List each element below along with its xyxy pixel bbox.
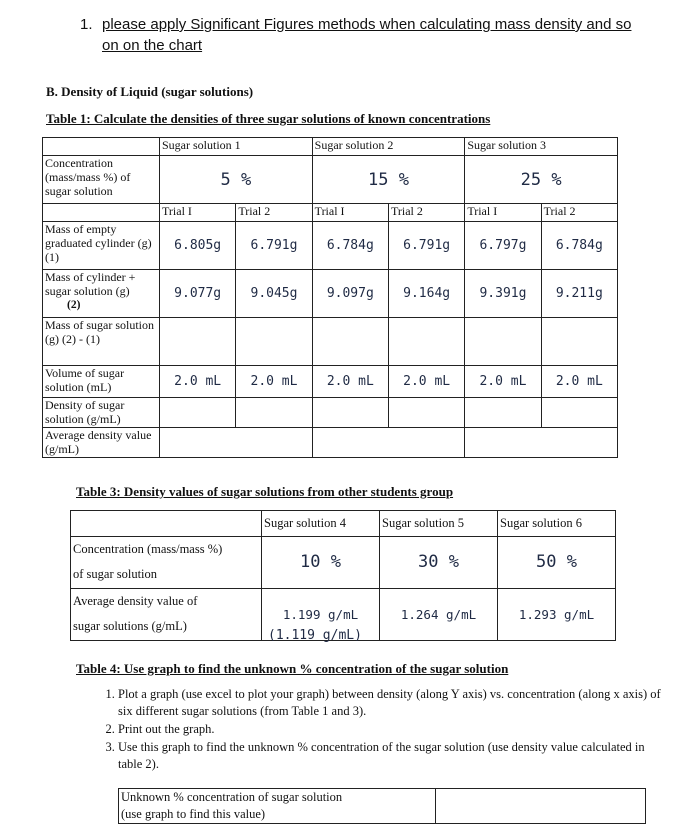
instruction-number: 1. [80, 16, 93, 33]
table1-trial-header: Trial 2 [388, 204, 464, 222]
table1-cell [465, 428, 618, 458]
table3-corner [71, 511, 262, 537]
table1-row-label: Mass of sugar solution (g) (2) - (1) [43, 318, 160, 366]
table1-cell [160, 318, 236, 366]
table1-trial-header: Trial I [160, 204, 236, 222]
table3-density-value: 1.264 g/mL [380, 589, 498, 641]
table1-cell: 6.784g [541, 222, 617, 270]
table4-step: 3. Use this graph to find the unknown % concentration of the sugar solution (use density value calculated in table 2). [118, 739, 668, 773]
table4-unknown [118, 788, 646, 824]
table1-cell [388, 318, 464, 366]
table1-cell [465, 398, 541, 428]
table3-density-label-line: Average density value of [73, 594, 198, 608]
table4-unknown-label-line: (use graph to find this value) [121, 807, 266, 821]
table1-concentration-value: 15 % [312, 156, 465, 204]
table1-trial-header: Trial I [465, 204, 541, 222]
table1-cell: 6.784g [312, 222, 388, 270]
table3-concentration-value: 50 % [498, 537, 616, 589]
table3-solution-header: Sugar solution 5 [380, 511, 498, 537]
table4-caption: Table 4: Use graph to find the unknown % concentration of the sugar solution [76, 661, 509, 676]
table3-concentration-label [71, 537, 262, 589]
table1-concentration-value: 25 % [465, 156, 618, 204]
table1-cell: 9.097g [312, 270, 388, 318]
table1-cell: 2.0 mL [312, 366, 388, 398]
table1-cell: 2.0 mL [465, 366, 541, 398]
table1-cell: 6.791g [388, 222, 464, 270]
table3-concentration-label-line: of sugar solution [73, 567, 158, 581]
table1-trial-header: Trial 2 [541, 204, 617, 222]
table1-solution-header: Sugar solution 1 [160, 138, 313, 156]
table1-row-label: Average density value (g/mL) [43, 428, 160, 458]
table3-density-value: 1.199 g/mL [262, 589, 380, 641]
table1-cell: 6.791g [236, 222, 312, 270]
table4-step: 2. Print out the graph. [118, 721, 668, 738]
table4-unknown-label [119, 789, 436, 824]
table1-cell: 9.211g [541, 270, 617, 318]
table1-cell [312, 398, 388, 428]
table1-cell: 2.0 mL [160, 366, 236, 398]
table1-caption: Table 1: Calculate the densities of three sugar solutions of known concentrations [46, 111, 491, 126]
table1-cell [236, 318, 312, 366]
table1-trial-header: Trial I [312, 204, 388, 222]
table3-density-value: 1.293 g/mL [498, 589, 616, 641]
table1-cell: 9.391g [465, 270, 541, 318]
table1-row-label: Density of sugar solution (g/mL) [43, 398, 160, 428]
section-b-heading: B. Density of Liquid (sugar solutions) [46, 84, 254, 99]
table3-correction-note: (1.119 g/mL) [268, 628, 362, 643]
table3-caption: Table 3: Density values of sugar solutions from other students group [76, 484, 454, 499]
table1-row-label-text: Mass of cylinder + sugar solution (g) [45, 270, 136, 298]
table1-cell: 9.077g [160, 270, 236, 318]
table1-cell [541, 398, 617, 428]
table1-cell [388, 398, 464, 428]
table1-cell [541, 318, 617, 366]
instruction [80, 14, 640, 56]
table1 [42, 137, 618, 458]
table4-unknown-label-line: Unknown % concentration of sugar solution [121, 790, 343, 804]
table1-cell [160, 398, 236, 428]
table1-cell: 9.045g [236, 270, 312, 318]
table1-solution-header: Sugar solution 3 [465, 138, 618, 156]
table4-step: 1. Plot a graph (use excel to plot your graph) between density (along Y axis) vs. concentration (along x axis) of six different sugar solutions (from Table 1 and 3). [118, 686, 668, 720]
table3-concentration-label-line: Concentration (mass/mass %) [73, 542, 223, 556]
table1-cell: 2.0 mL [236, 366, 312, 398]
table1-cell [160, 428, 313, 458]
table1-cell: 2.0 mL [388, 366, 464, 398]
table1-row-label [43, 270, 160, 318]
table1-trial-corner [43, 204, 160, 222]
table4-unknown-value [436, 789, 646, 824]
table1-cell: 9.164g [388, 270, 464, 318]
table1-cell: 6.805g [160, 222, 236, 270]
table3-density-label-line: sugar solutions (g/mL) [73, 619, 187, 633]
table3 [70, 510, 616, 641]
table1-cell [465, 318, 541, 366]
table1-row-label: Volume of sugar solution (mL) [43, 366, 160, 398]
table4-steps [96, 686, 668, 774]
table1-cell: 2.0 mL [541, 366, 617, 398]
table1-corner [43, 138, 160, 156]
table1-cell [312, 428, 465, 458]
table3-solution-header: Sugar solution 4 [262, 511, 380, 537]
table3-solution-header: Sugar solution 6 [498, 511, 616, 537]
table1-cell: 6.797g [465, 222, 541, 270]
table1-cell [312, 318, 388, 366]
table3-concentration-value: 10 % [262, 537, 380, 589]
table1-trial-header: Trial 2 [236, 204, 312, 222]
table3-density-label [71, 589, 262, 641]
table1-concentration-label: Concentration (mass/mass %) of sugar solution [43, 156, 160, 204]
table1-row-label-sub: (2) [67, 299, 81, 311]
instruction-text: please apply Significant Figures methods when calculating mass density and so on on the chart [102, 16, 632, 54]
table3-concentration-value: 30 % [380, 537, 498, 589]
table1-solution-header: Sugar solution 2 [312, 138, 465, 156]
table1-cell [236, 398, 312, 428]
table1-row-label: Mass of empty graduated cylinder (g) (1) [43, 222, 160, 270]
table1-concentration-value: 5 % [160, 156, 313, 204]
